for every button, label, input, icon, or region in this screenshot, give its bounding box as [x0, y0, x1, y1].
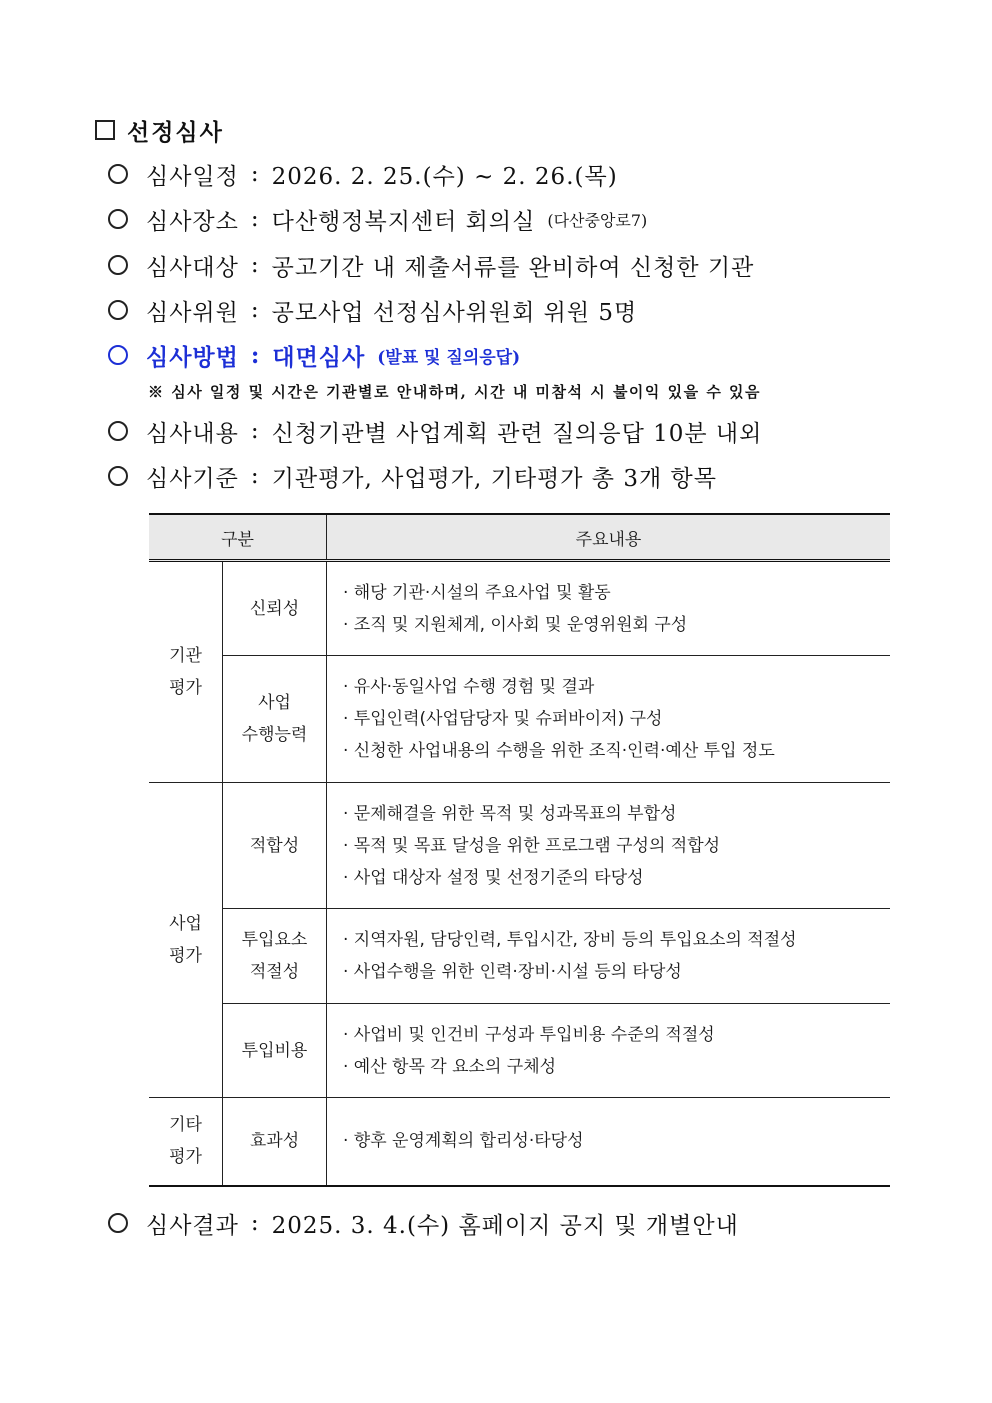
- circle-bullet-icon: [108, 164, 128, 184]
- item-label: 심사일정: [146, 163, 239, 190]
- item-separator: :: [250, 463, 260, 489]
- item-schedule: [108, 156, 618, 192]
- item-value: 다산행정복지센터 회의실: [271, 208, 536, 235]
- item-separator: :: [250, 1210, 260, 1236]
- content-cell: [327, 909, 891, 1004]
- category-line: 기관: [169, 646, 202, 666]
- subcategory-line: 사업: [258, 693, 291, 713]
- item-result: [108, 1205, 739, 1241]
- criteria-table: [149, 513, 890, 1187]
- category-cell: [149, 783, 223, 1098]
- category-line: 기타: [169, 1115, 202, 1136]
- subcategory-line: 투입비용: [241, 1040, 308, 1061]
- circle-bullet-icon: [108, 421, 128, 441]
- content-line: · 투입인력(사업담당자 및 슈퍼바이저) 구성: [343, 709, 663, 729]
- subcategory-cell: [223, 783, 327, 909]
- checkbox-square-icon: [95, 120, 115, 140]
- content-line: · 유사·동일사업 수행 경험 및 결과: [343, 677, 595, 697]
- table-row: [149, 909, 890, 1004]
- subcategory-cell: [223, 561, 327, 656]
- table-row: [149, 1098, 890, 1186]
- circle-bullet-icon: [108, 1213, 128, 1233]
- item-separator: :: [250, 341, 261, 369]
- subcategory-line: 적합성: [249, 835, 300, 856]
- content-line: · 목적 및 목표 달성을 위한 프로그램 구성의 적합성: [343, 835, 721, 856]
- item-label: 심사위원: [146, 299, 239, 326]
- item-separator: :: [250, 206, 260, 232]
- item-value: 2025. 3. 4.(수) 홈페이지 공지 및 개별안내: [271, 1212, 739, 1239]
- category-cell: [149, 1098, 223, 1186]
- content-line: · 지역자원, 담당인력, 투입시간, 장비 등의 투입요소의 적절성: [343, 930, 797, 950]
- subcategory-cell: [223, 1098, 327, 1186]
- subcategory-line: 투입요소: [241, 930, 308, 950]
- item-venue: [108, 201, 647, 237]
- category-line: 사업: [169, 914, 202, 934]
- item-target: [108, 247, 754, 283]
- item-value: 2026. 2. 25.(수) ~ 2. 26.(목): [271, 163, 618, 190]
- category-line: 평가: [169, 946, 202, 966]
- content-line: · 사업수행을 위한 인력·장비·시설 등의 타당성: [343, 962, 682, 982]
- item-label: 심사내용: [146, 420, 239, 447]
- item-address: (다산중앙로7): [547, 210, 648, 230]
- content-cell: [327, 656, 891, 783]
- table-header-row: [149, 514, 890, 561]
- circle-bullet-icon: [108, 466, 128, 486]
- content-cell: [327, 783, 891, 909]
- subcategory-cell: [223, 909, 327, 1004]
- table-row: [149, 656, 890, 783]
- section-title: 선정심사: [127, 118, 224, 146]
- circle-bullet-icon: [108, 300, 128, 320]
- content-line: · 문제해결을 위한 목적 및 성과목표의 부합성: [343, 803, 677, 824]
- item-content: [108, 413, 762, 449]
- content-line: · 향후 운영계획의 합리성·타당성: [343, 1131, 584, 1152]
- content-line: · 조직 및 지원체계, 이사회 및 운영위원회 구성: [343, 614, 688, 635]
- subcategory-cell: [223, 1004, 327, 1098]
- header-content: 주요내용: [327, 514, 891, 561]
- category-line: 평가: [169, 1147, 202, 1168]
- notice-text: ※ 심사 일정 및 시간은 기관별로 안내하며, 시간 내 미참석 시 불이익 있을 수 있음: [148, 383, 762, 401]
- table-row: [149, 561, 890, 656]
- item-separator: :: [250, 418, 260, 444]
- content-line: · 예산 항목 각 요소의 구체성: [343, 1056, 557, 1077]
- item-value: 공고기간 내 제출서류를 완비하여 신청한 기관: [271, 254, 755, 281]
- header-category: 구분: [149, 514, 327, 561]
- item-separator: :: [250, 161, 260, 187]
- subcategory-line: 신뢰성: [249, 598, 300, 619]
- item-label: 심사기준: [146, 465, 239, 492]
- item-value: 기관평가, 사업평가, 기타평가 총 3개 항목: [271, 465, 717, 492]
- content-line: · 해당 기관·시설의 주요사업 및 활동: [343, 582, 611, 603]
- item-separator: :: [250, 297, 260, 323]
- content-cell: [327, 561, 891, 656]
- content-cell: [327, 1004, 891, 1098]
- item-criteria: [108, 458, 717, 494]
- table-row: [149, 1004, 890, 1098]
- item-value: 공모사업 선정심사위원회 위원 5명: [271, 299, 638, 326]
- circle-bullet-icon: [108, 255, 128, 275]
- table-row: [149, 783, 890, 909]
- item-label: 심사대상: [146, 254, 239, 281]
- circle-bullet-icon: [108, 209, 128, 229]
- circle-bullet-icon: [108, 345, 128, 365]
- item-value: 신청기관별 사업계획 관련 질의응답 10분 내외: [271, 420, 763, 447]
- item-method-detail: (발표 및 질의응답): [377, 347, 521, 368]
- category-line: 평가: [169, 678, 202, 698]
- item-label: 심사장소: [146, 208, 239, 235]
- content-line: · 사업비 및 인건비 구성과 투입비용 수준의 적절성: [343, 1024, 715, 1045]
- item-value: 대면심사: [272, 343, 366, 371]
- content-line: · 사업 대상자 설정 및 선정기준의 타당성: [343, 867, 644, 888]
- subcategory-cell: [223, 656, 327, 783]
- subcategory-line: 효과성: [249, 1131, 300, 1152]
- section-heading: [95, 112, 224, 148]
- item-committee: [108, 292, 637, 328]
- category-cell: [149, 561, 223, 783]
- item-method: [108, 337, 520, 373]
- item-label: 심사방법: [146, 343, 239, 371]
- subcategory-line: 수행능력: [241, 725, 308, 745]
- content-cell: [327, 1098, 891, 1186]
- item-separator: :: [250, 252, 260, 278]
- item-label: 심사결과: [146, 1212, 239, 1239]
- subcategory-line: 적절성: [249, 962, 300, 982]
- content-line: · 신청한 사업내용의 수행을 위한 조직·인력·예산 투입 정도: [343, 741, 775, 761]
